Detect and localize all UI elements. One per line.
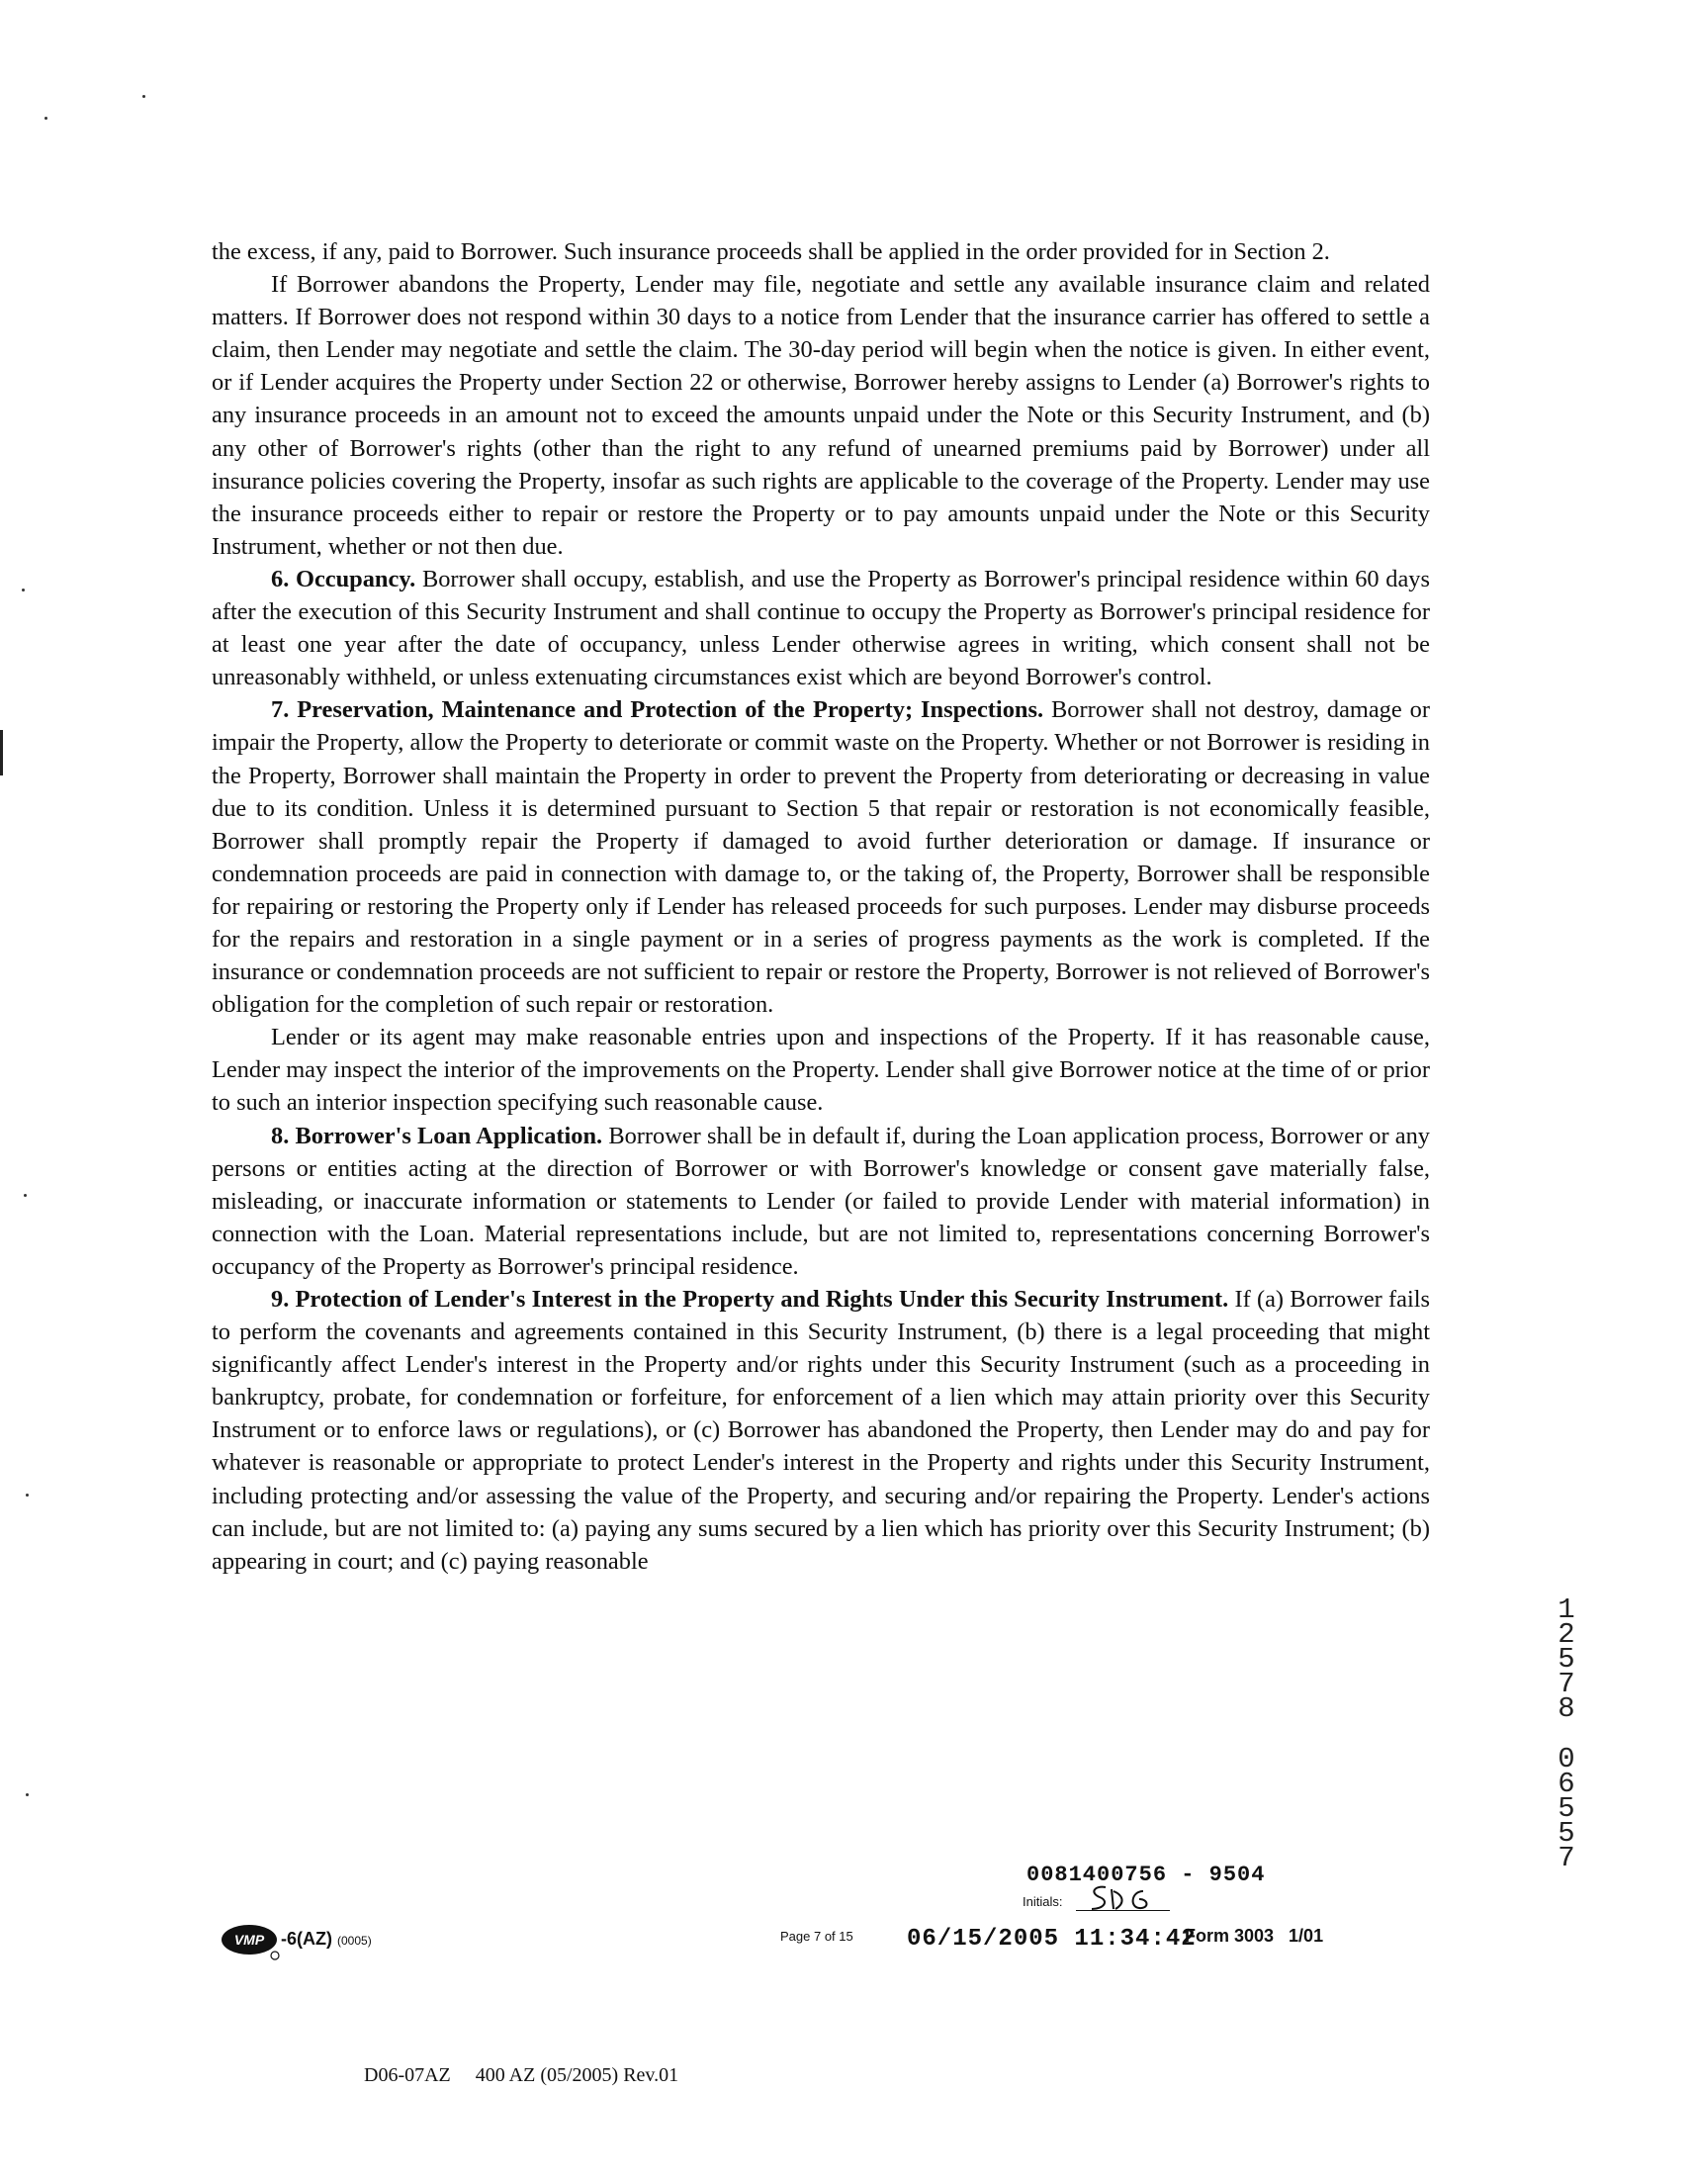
vmp-logo-text: VMP: [233, 1932, 265, 1948]
scan-speck: [26, 1793, 29, 1796]
initials-label: Initials:: [1023, 1894, 1063, 1909]
stamp-digit: 7: [1558, 1668, 1575, 1700]
section-7-text: Borrower shall not destroy, damage or impair the Property, allow the Property to deteriorate or commit waste on the Property. Whether or not Borrower is residing in the Property, Borrower shall maintain the Property in order to prevent the Property from deteriorating or decreasing in value due to its condition. Unless it is determined pursuant to Section 5 that repair or restoration is not economically feasible, Borrower shall promptly repair the Property if damaged to avoid further deterioration or damage. If insurance or condemnation proceeds are paid in connection with damage to, or the taking of, the Property, Borrower shall be responsible for repairing or restoring the Property only if Lender has released proceeds for such purposes. Lender may disburse proceeds for the repairs and restoration in a single payment or in a series of progress payments as the work is completed. If the insurance or condemnation proceeds are not sufficient to repair or restore the Property, Borrower is not relieved of Borrower's obligation for the completion of such repair or restoration.: [212, 696, 1430, 1019]
recording-stamp-number: [1551, 1593, 1582, 1874]
section-9-heading: 9. Protection of Lender's Interest in the Property and Rights Under this Security Instrument.: [271, 1286, 1229, 1313]
stamp-digit: 2: [1558, 1618, 1575, 1651]
section-8-text: Borrower shall be in default if, during the Loan application process, Borrower or any persons or entities acting at the direction of Borrower or with Borrower's knowledge or consent gave materially false, misleading, or inaccurate information or statements to Lender (or failed to provide Lender with material information) in connection with the Loan. Material representations include, but are not limited to, representations concerning Borrower's occupancy of the Property as Borrower's principal residence.: [212, 1122, 1430, 1280]
section-7-inspections: Lender or its agent may make reasonable entries upon and inspections of the Property. If it has reasonable cause, Lender may inspect the interior of the improvements on the Property. Lender shall give Borrower notice at the time of or prior to such an interior inspection specifying such reasonable cause.: [212, 1024, 1430, 1117]
scan-speck: [22, 589, 25, 592]
print-datetime: 06/15/2005 11:34:42: [907, 1926, 1197, 1953]
paragraph-insurance-excess: the excess, if any, paid to Borrower. Such insurance proceeds shall be applied in the order provided for in Section 2.: [212, 238, 1330, 265]
section-6-occupancy: [212, 563, 1430, 693]
section-6-text: Borrower shall occupy, establish, and use the Property as Borrower's principal residence within 60 days after the execution of this Security Instrument and shall continue to occupy the Property as Borrower's principal residence for at least one year after the date of occupancy, unless Lender otherwise agrees in writing, which consent shall not be unreasonably withheld, or unless extenuating circumstances exist which are beyond Borrower's control.: [212, 565, 1430, 691]
section-7-heading: 7. Preservation, Maintenance and Protection of the Property; Inspections.: [271, 696, 1044, 724]
initials-signature-icon: [1084, 1881, 1163, 1915]
stamp-digit: 5: [1558, 1643, 1575, 1676]
page-number: Page 7 of 15: [780, 1929, 853, 1944]
section-7-preservation: [212, 693, 1430, 1021]
loan-number: 0081400756 - 9504: [1026, 1863, 1266, 1887]
section-8-loan-application: [212, 1120, 1430, 1283]
scan-edge-mark: [0, 730, 3, 775]
document-body: [212, 235, 1430, 1578]
scan-speck: [142, 95, 145, 98]
stamp-digit: 8: [1558, 1692, 1575, 1725]
stamp-digit: 5: [1558, 1792, 1575, 1825]
form-code-main: -6(AZ): [281, 1929, 332, 1949]
stamp-digit: 7: [1558, 1842, 1575, 1874]
form-code-revision: (0005): [337, 1934, 372, 1948]
section-9-protection: [212, 1283, 1430, 1578]
stamp-digit: 1: [1558, 1593, 1575, 1626]
scan-speck: [26, 1494, 29, 1497]
form-number: Form 3003 1/01: [1185, 1926, 1324, 1946]
scan-speck: [24, 1194, 27, 1197]
scan-speck: [45, 117, 47, 120]
stamp-digit: 0: [1558, 1743, 1575, 1775]
section-8-heading: 8. Borrower's Loan Application.: [271, 1122, 603, 1149]
section-6-heading: 6. Occupancy.: [271, 565, 416, 592]
paragraph-abandonment: If Borrower abandons the Property, Lender may file, negotiate and settle any available insurance claim and related matters. If Borrower does not respond within 30 days to a notice from Lender that the insurance carrier has offered to settle a claim, then Lender may negotiate and settle the claim. The 30-day period will begin when the notice is given. In either event, or if Lender acquires the Property under Section 22 or otherwise, Borrower hereby assigns to Lender (a) Borrower's rights to any insurance proceeds in an amount not to exceed the amounts unpaid under the Note or this Security Instrument, and (b) any other of Borrower's rights (other than the right to any refund of unearned premiums paid by Borrower) under all insurance policies covering the Property, insofar as such rights are applicable to the coverage of the Property. Lender may use the insurance proceeds either to repair or restore the Property or to pay amounts unpaid under the Note or this Security Instrument, whether or not then due.: [212, 271, 1430, 560]
vmp-logo-icon: [220, 1923, 283, 1962]
document-id: D06-07AZ 400 AZ (05/2005) Rev.01: [364, 2064, 679, 2086]
stamp-digit: 5: [1558, 1817, 1575, 1850]
stamp-digit: 6: [1558, 1768, 1575, 1800]
form-code: [281, 1929, 372, 1950]
section-9-text: If (a) Borrower fails to perform the covenants and agreements contained in this Security Instrument, (b) there is a legal proceeding that might significantly affect Lender's interest in the Property and/or rights under this Security Instrument (such as a proceeding in bankruptcy, probate, for condemnation or forfeiture, for enforcement of a lien which may attain priority over this Security Instrument or to enforce laws or regulations), or (c) Borrower has abandoned the Property, then Lender may do and pay for whatever is reasonable or appropriate to protect Lender's interest in the Property and rights under this Security Instrument, including protecting and/or assessing the value of the Property, and securing and/or repairing the Property. Lender's actions can include, but are not limited to: (a) paying any sums secured by a lien which has priority over this Security Instrument; (b) appearing in court; and (c) paying reasonable: [212, 1286, 1431, 1575]
